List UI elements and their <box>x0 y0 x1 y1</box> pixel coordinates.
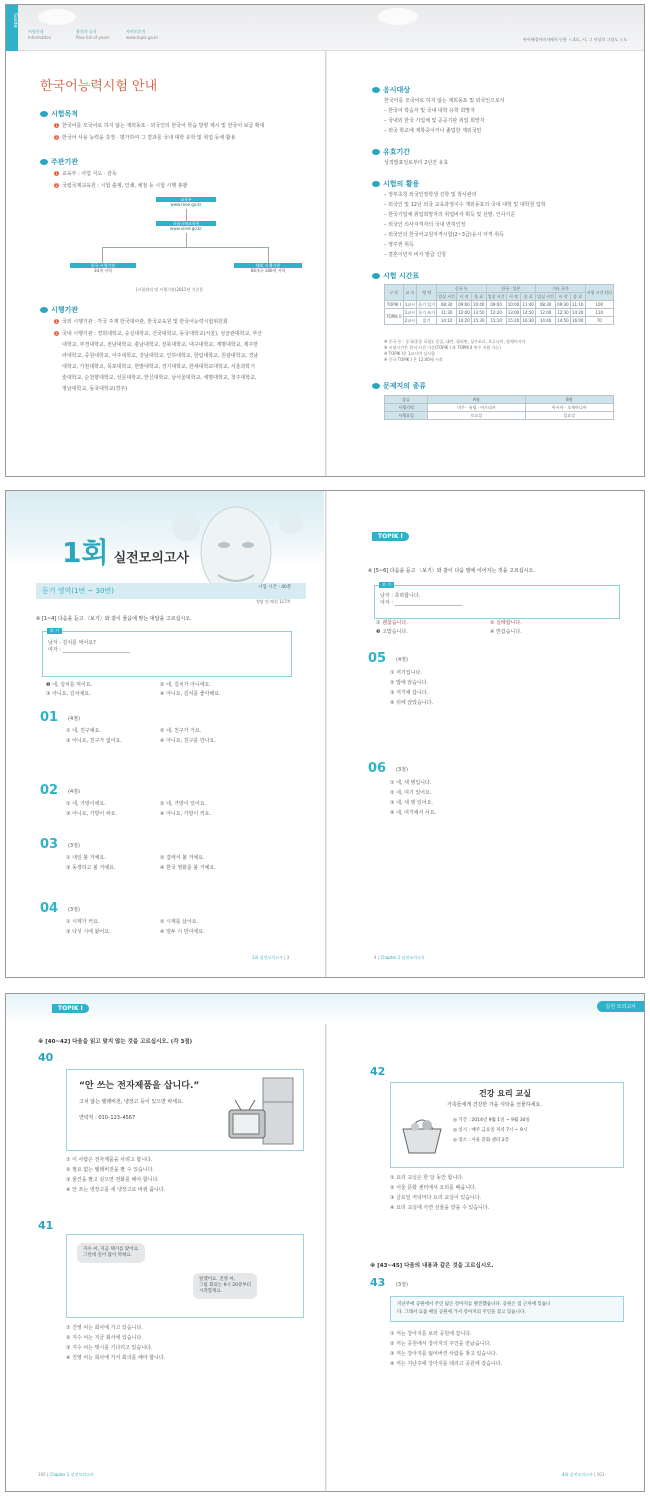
uses-line: – 결혼이민자 비자 발급 신청 <box>384 252 446 258</box>
answer-option[interactable]: ③ 지수 씨는 택시를 기다리고 있습니다. <box>66 1345 153 1351</box>
cloud-decoration <box>378 8 418 25</box>
section-bullet-icon <box>40 159 48 165</box>
answer-option[interactable]: ④ 뒤에 앉았습니다. <box>390 700 434 706</box>
org-connector <box>268 247 269 263</box>
answer-option[interactable]: ① 내일 볼 거예요. <box>66 855 106 861</box>
agency-line: 대학교, 부경대학교, 전남대학교, 충남대학교, 전북대학교, 대구대학교, 계명대학교, 제주한 <box>62 342 259 348</box>
question-number: 41 <box>38 1219 54 1232</box>
purpose-item: 2 한국어 사용 능력을 측정 · 평가하여 그 결과를 국내 대학 유학 및 취업 등에 활용 <box>55 135 236 141</box>
section-bullet-icon <box>40 111 48 117</box>
answer-option[interactable]: ② 필요 없는 텔레비전을 팔 수 있습니다. <box>66 1167 155 1173</box>
uses-line: – 외국인 및 12년 외국 교육과정이수 재외동포의 국내 대학 및 대학원 입학 <box>384 202 546 208</box>
ad-box-electronics <box>66 1069 304 1151</box>
page-title: 한국어능력시험 안내 <box>40 79 158 94</box>
schedule-note: ※ 중국 등 : 중국(홍콩 포함), 몽골, 대만, 필리핀, 싱가포르, 브루나이, 말레이시아 <box>384 339 526 344</box>
cooking-place: ◎ 장소 : 서울 문화 센터 2층 <box>453 1138 510 1143</box>
uses-line: – 외국인 의사자격자의 국내 면허인정 <box>384 222 466 228</box>
answer-option[interactable]: ③ 다섯 시에 왔어요. <box>66 929 111 935</box>
answer-option[interactable]: ① 이 사람은 전자제품을 사려고 합니다. <box>66 1157 153 1163</box>
uses-line: – 영주권 취득 <box>384 242 414 248</box>
cloud-decoration <box>38 9 76 25</box>
topik-badge: TOPIK Ⅰ <box>372 532 409 541</box>
org-connector <box>102 247 103 263</box>
section-bullet-icon <box>372 149 380 155</box>
section-bullet-icon <box>372 181 380 187</box>
section-bullet-icon <box>40 307 48 313</box>
question-number: 02 <box>40 783 59 798</box>
section-bullet-icon <box>372 87 380 93</box>
question-number: 04 <box>40 901 59 916</box>
example-option: ④ 반갑습니다. <box>490 629 522 635</box>
schedule-row: 2교시 읽기 14:10 14:20 15:30 15:10 15:20 16:30 14:40 14:50 16:00 70 <box>385 317 614 325</box>
question-number: 40 <box>38 1051 54 1064</box>
chat-bubble-left: 지수 씨, 지금 택시를 탔어요. 그런데 길이 많이 막혀요. <box>77 1243 145 1263</box>
page-footer-right: 4 | Chapter 1 실전모의고사 <box>374 955 425 960</box>
section-heading-schedule: 시험 시간표 <box>372 271 419 281</box>
cooking-time: ◎ 일시 : 매주 금요일 저녁 7시 ~ 9시 <box>453 1128 528 1133</box>
cooking-title: 건강 요리 교실 <box>479 1089 531 1098</box>
question-points: (3점) <box>396 767 408 773</box>
example-option: ❶ 네, 김치를 먹어요. <box>46 682 93 688</box>
example-box-1: 보 기 남자 : 김치를 먹어요? 여자 : ___________________________ <box>42 631 292 677</box>
agency-item: 2 국내 시행기관 : 경희대학교, 숭실대학교, 건국대학교, 동국대학교(서울), 성균관대학교, 부산 <box>55 331 263 337</box>
answer-option[interactable]: ② 밥에 앉습니다. <box>390 680 429 686</box>
answer-option[interactable]: ① 저기입니다. <box>390 670 422 676</box>
spread-gutter <box>325 491 327 977</box>
tv-fridge-icon <box>227 1076 299 1148</box>
question-number: 05 <box>368 651 387 666</box>
topik-badge: TOPIK Ⅰ <box>52 1004 89 1013</box>
eligibility-line: 한국어를 모국어로 하지 않는 재외동포 및 외국인으로서 <box>384 98 505 104</box>
corner-badge: 실전 모의고사 <box>597 1001 644 1012</box>
instruction-1-4: ※ [1~4] 다음을 듣고 〈보기〉와 같이 물음에 맞는 대답을 고르십시오. <box>36 616 192 622</box>
org-box-overseas: 해외 시행기관 68개국 180개 지역 <box>234 263 302 273</box>
question-points: (4점) <box>68 789 80 795</box>
answer-option[interactable]: ① 요리 교실은 한 달 동안 합니다. <box>390 1175 464 1181</box>
answer-option[interactable]: ④ 요리 교실에 가면 선물을 받을 수 있습니다. <box>390 1205 490 1211</box>
passage-box: 지난주에 공원에서 주인 잃은 강아지를 발견했습니다. 공원은 집 근처에 있습니 다. 그래서 요즘 매일 공원에 가서 강아지의 주인을 찾고 있습니다. <box>390 1296 624 1322</box>
answer-option[interactable]: ① 네, 세 병입니다. <box>390 780 432 786</box>
answer-option[interactable]: ④ 네, 여기에서 사요. <box>390 810 437 816</box>
answer-option[interactable]: ③ 아니요, 가방이 싸요. <box>66 811 118 817</box>
example-option: ④ 아니요, 김치를 좋아해요. <box>160 691 221 697</box>
reading-spread <box>5 993 645 1492</box>
uses-line: – 한국기업체 취업희망자의 취업비자 획득 및 선발, 인사기준 <box>384 212 516 218</box>
answer-option[interactable]: ① 네, 친구예요. <box>66 728 101 734</box>
test-time: 시험 시간 : 40분 <box>258 585 292 590</box>
spread-gutter <box>325 5 327 476</box>
guide-spread <box>5 4 645 477</box>
schedule-note: ※ TOPIK Ⅰ은 1교시만 실시함 <box>384 351 436 356</box>
question-points: (3점) <box>68 843 80 849</box>
question-number: 06 <box>368 761 387 776</box>
answer-option[interactable]: ④ 안 쓰는 냉장고를 새 냉장고로 바꿔 줍니다. <box>66 1187 166 1193</box>
chat-box <box>66 1234 304 1318</box>
purpose-item: 1 한국어를 모국어로 하지 않는 재외동포 · 외국인의 한국어 학습 방향 제시 및 한국어 보급 확대 <box>55 123 265 129</box>
answer-option[interactable]: ② 지수 씨는 지금 회사에 있습니다. <box>66 1335 143 1341</box>
answer-note: 정답 및 해설 117쪽 <box>256 599 291 604</box>
answer-option[interactable]: ③ 네, 세 병 있어요. <box>390 800 433 806</box>
cooking-period: ◎ 기간 : 2014년 9월 1일 ~ 9월 30일 <box>453 1118 530 1123</box>
question-number: 03 <box>40 837 59 852</box>
answer-option[interactable]: ④ 저는 지난주에 강아지를 데리고 공원에 갔습니다. <box>390 1361 503 1367</box>
answer-option[interactable]: ③ 물건을 팔고 싶으면 전화를 해야 합니다. <box>66 1177 159 1183</box>
answer-option[interactable]: ④ 아니요, 가방이 커요. <box>160 811 212 817</box>
org-connector <box>186 209 187 221</box>
org-chart-caption: [시험관리 및 시행기관(2015년 기준)] <box>136 287 203 292</box>
section-bullet-icon <box>372 383 380 389</box>
answer-option[interactable]: ① 진영 씨는 회사에 가고 있습니다. <box>66 1325 143 1331</box>
eligibility-line: – 국내외 한국 기업체 및 공공기관 취업 희망자 <box>384 118 485 124</box>
paper-type-table: 종류 A형 B형 시행지역 미주 · 유럽 · 아프리카 아시아 · 오세아니아 시행요일 토요일 일요일 <box>384 395 614 420</box>
section-heading-uses: 시험의 활용 <box>372 179 419 189</box>
answer-option[interactable]: ② 네, 여기 있어요. <box>390 790 432 796</box>
guide-header <box>18 5 644 51</box>
example-tag: 보 기 <box>379 582 394 588</box>
header-band <box>6 994 644 1024</box>
section-heading-purpose: 시험목적 <box>40 109 78 119</box>
answer-option[interactable]: ③ 저는 강아지를 잃어버린 사람을 찾고 있습니다. <box>390 1351 498 1357</box>
eligibility-line: – 한국어 학습자 및 국내 대학 유학 희망자 <box>384 108 475 114</box>
organizer-item: 2 국립국제교육원 : 시험 출제, 인쇄, 채점 등 시험 시행 총괄 <box>55 183 188 189</box>
schedule-row: TOPIK II 1교시 듣기 쓰기 11:30 12:00 13:50 12:20 13:00 14:50 12:00 12:30 14:20 110 <box>385 309 614 317</box>
agency-line: 대학교, 가천대학교, 목포대학교, 한밭대학교, 경기대학교, 한세대학교대학교, 서울과학기 <box>62 364 255 370</box>
agency-line: 술대학교, 순천향대학교, 선문대학교, 한신대학교, 남서울대학교, 세명대학교, 청주대학교, <box>62 375 257 381</box>
section-heading-eligibility: 응시대상 <box>372 85 410 95</box>
instruction-43-45: ※ [43~45] 다음의 내용과 같은 것을 고르십시오. <box>370 1263 494 1269</box>
answer-option[interactable]: ④ 열두 시 반이에요. <box>160 929 205 935</box>
answer-option[interactable]: ② 집에서 볼 거예요. <box>160 855 205 861</box>
question-number: 01 <box>40 710 59 725</box>
page-footer-right: 4회 실전모의고사 | 101 <box>562 1472 605 1477</box>
example-box-2: 보 기 남자 : 축하합니다. 여자 : ___________________________ <box>374 585 620 619</box>
org-box-niied: 국립국제교육원 www.niied.go.kr <box>156 221 216 231</box>
example-option: ① 괜찮습니다. <box>376 620 408 626</box>
header-col-site: 사이트문의 www.topik.go.kr <box>126 29 159 40</box>
page-footer-left: 100 | Chapter 1 실전모의고사 <box>38 1472 94 1477</box>
schedule-note: ※ 중국 TOPIK Ⅰ 은 12:00에 시작 <box>384 357 443 362</box>
answer-option[interactable]: ② 네, 친구가 가요. <box>160 728 202 734</box>
answer-option[interactable]: ① 시계가 커요. <box>66 919 100 925</box>
org-box-domestic: 한국 시행기관 34개 지역 <box>70 263 136 273</box>
section-heading-organizer: 주관기관 <box>40 157 78 167</box>
uses-line: – 정부초청 외국인장학생 진학 및 학사관리 <box>384 192 477 198</box>
page-footer-left: 1회 실전모의고사 | 3 <box>252 955 290 960</box>
section-bar-listening: 듣기 영역(1번 ~ 30번) <box>36 583 306 599</box>
answer-option[interactable]: ② 시계를 샀어요. <box>160 919 199 925</box>
uses-line: – 외국인의 한국어교원자격시험(2~3급)응시 자격 취득 <box>384 232 504 238</box>
question-points: (4점) <box>396 657 408 663</box>
agency-line: 영남대학교, 동국대학교(경주) <box>62 386 128 392</box>
header-col-pass: 합격자 공지 Pass list of years <box>76 29 110 40</box>
chat-bubble-right: 알겠어요. 진영 씨, 그럼 회의는 9시 20분부터 시작할게요. <box>193 1273 257 1299</box>
spread-gutter <box>325 994 327 1491</box>
section-bullet-icon <box>372 273 380 279</box>
organizer-item: 1 교육부 : 사업 지도 · 감독 <box>55 171 117 177</box>
agency-item: 1 국외 시행기관 : 각국 주재 한국대사관, 한국교육원 및 한국어능력시험위원회 <box>55 319 228 325</box>
answer-option[interactable]: ④ 한국 영화를 볼 거예요. <box>160 865 216 871</box>
answer-option[interactable]: ② 서울 문화 센터에서 요리를 배웁니다. <box>390 1185 477 1191</box>
grocery-basket-icon <box>397 1109 447 1159</box>
answer-option[interactable]: ① 네, 가방이에요. <box>66 801 106 807</box>
instruction-5-6: ※ [5~6] 다음을 듣고 〈보기〉와 같이 다음 말에 이어지는 것을 고르십시오. <box>368 568 535 574</box>
answer-option[interactable]: ② 저는 공원에서 강아지의 주인을 만났습니다. <box>390 1341 491 1347</box>
example-option: ② 네, 김치가 아니에요. <box>160 682 212 688</box>
answer-option[interactable]: ③ 금요일 저녁마다 요리 교실이 있습니다. <box>390 1195 482 1201</box>
example-option: ❸ 고맙습니다. <box>376 629 408 635</box>
section-heading-types: 문제지의 종류 <box>372 381 426 391</box>
ad-box-cooking <box>390 1082 624 1168</box>
org-connector <box>102 247 268 248</box>
answer-option[interactable]: ② 네, 가방이 있어요. <box>160 801 207 807</box>
instruction-40-42: ※ [40~42] 다음을 읽고 맞지 않는 것을 고르십시오. (각 3점) <box>38 1039 193 1045</box>
org-connector <box>186 233 187 247</box>
answer-option[interactable]: ① 저는 강아지를 보러 공원에 갑니다. <box>390 1331 472 1337</box>
org-box-moe: 교육부 www.moe.go.kr <box>156 197 216 207</box>
section-heading-agency: 시행기관 <box>40 305 78 315</box>
guide-tab: Guide <box>6 5 18 51</box>
answer-option[interactable]: ④ 아니요, 친구를 만나요. <box>160 738 216 744</box>
ad-subtext: 고치 않는 텔레비전, 냉장고 등이 있으면 파세요. <box>79 1099 184 1105</box>
example-tag: 보 기 <box>47 628 62 634</box>
agency-line: 라대학교, 중원대학교, 아주대학교, 강남대학교, 인하대학교, 한림대학교, 원광대학교, 경남 <box>62 353 259 359</box>
schedule-note: ※ 시험시간은 현지 시간 기준(TOPIK Ⅰ 과 TOPIK Ⅱ 복수 지원 가능) <box>384 345 501 350</box>
question-number: 42 <box>370 1065 386 1078</box>
question-points: (4점) <box>68 716 80 722</box>
answer-option[interactable]: ③ 동생하고 볼 거예요. <box>66 865 116 871</box>
schedule-table: 구 분 교 시 영 역 중국 등 한국 · 일본 기타 국가 시험 시간 (분) 입실 시간 시 작 종 료 입실 시간 시 작 종 료 입실 시간 시 작 종 료 TOPIK I 1교시 듣기 읽기 08:30 09:00 10:40 09:00 10:00 11:40 08:30 09:30 11:10 100 TOPIK II 1교시 듣기 쓰기 11:30 12:00 13:50 12:20 13:00 14:50 12:00 12:30 14:20 110 2교시 읽기 14:10 14:20 15:30 15:10 15:20 16:30 14:40 14:50 16:00 70 <box>386 285 612 323</box>
question-number: 43 <box>370 1276 386 1289</box>
header-right-note: 아이배경이미지에서 인용 ㅅ.4도, 시, 그 이상의 그림도 ㄹ도 <box>523 37 628 42</box>
cooking-subtitle: 가족들에게 건강한 가을 식탁을 선물하세요. <box>447 1102 542 1108</box>
eligibility-line: – 외국 학교에 재학중이거나 졸업한 재외국민 <box>384 128 482 134</box>
section-heading-validity: 유효기간 <box>372 147 410 157</box>
answer-option[interactable]: ③ 저기에 갑니다. <box>390 690 429 696</box>
schedule-row: TOPIK I 1교시 듣기 읽기 08:30 09:00 10:40 09:00 10:00 11:40 08:30 09:30 11:10 100 <box>385 301 614 309</box>
example-option: ③ 아니요, 김치예요. <box>46 691 91 697</box>
ad-headline: “안 쓰는 전자제품을 삽니다.” <box>79 1081 200 1091</box>
example-option: ② 실례합니다. <box>490 620 522 626</box>
session-heading: 1회 실전모의고사 <box>62 536 189 569</box>
question-points: (3점) <box>396 1282 408 1288</box>
answer-option[interactable]: ③ 아니요, 친구가 없어요. <box>66 738 122 744</box>
validity-text: 성적발표일로부터 2년간 유효 <box>384 160 449 166</box>
question-points: (3점) <box>68 907 80 913</box>
ad-contact: 연락처 : 010–123–4567 <box>79 1115 136 1121</box>
practice-test-spread <box>5 490 645 978</box>
answer-option[interactable]: ④ 진영 씨는 회사에 가서 회의를 해야 합니다. <box>66 1355 166 1361</box>
header-col-info: 시험안내 Information <box>28 29 52 40</box>
